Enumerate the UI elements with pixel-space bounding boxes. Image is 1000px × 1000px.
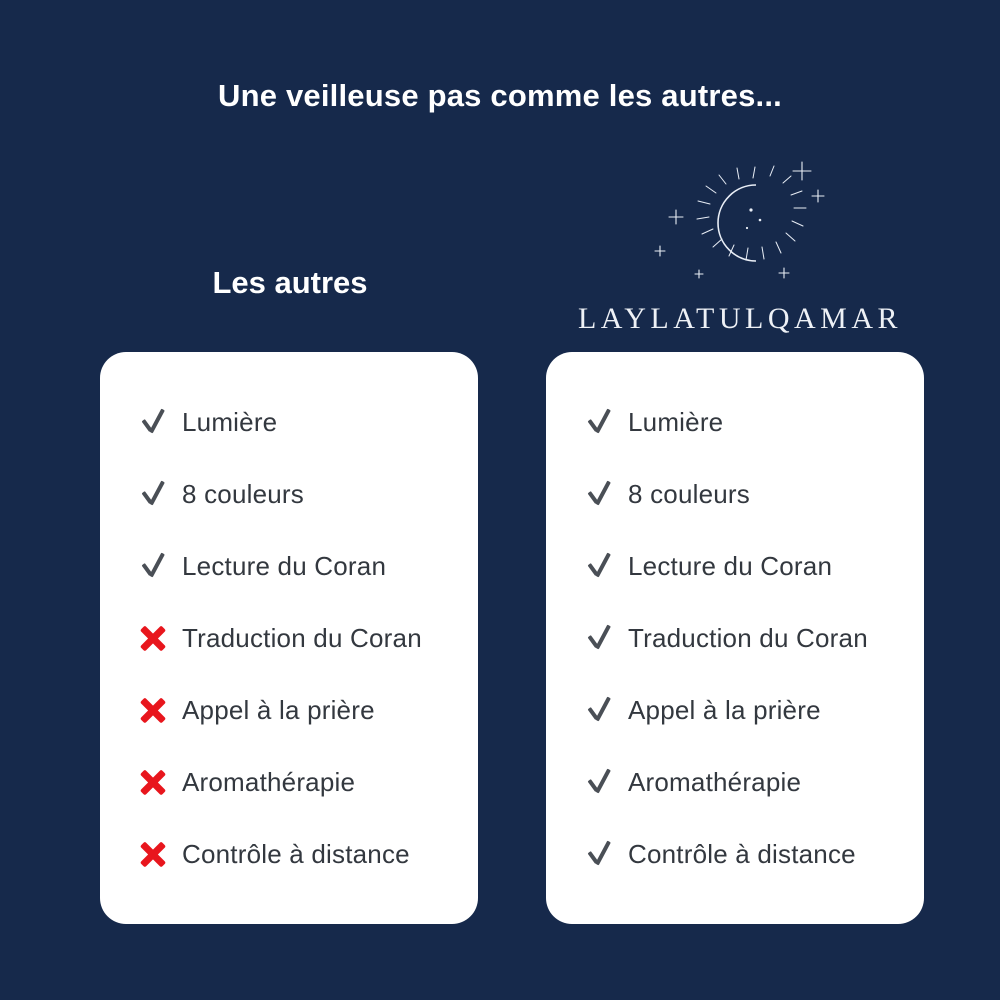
check-icon: [586, 770, 628, 794]
feature-label: Contrôle à distance: [182, 838, 410, 869]
page-title: Une veilleuse pas comme les autres...: [218, 78, 782, 113]
feature-label: Aromathérapie: [182, 766, 356, 797]
list-item: [140, 674, 478, 746]
feature-label: Traduction du Coran: [182, 622, 422, 653]
list-item: [586, 386, 924, 458]
feature-label: Lecture du Coran: [182, 550, 387, 581]
list-item: [586, 674, 924, 746]
check-icon: [140, 482, 182, 506]
cross-icon: [140, 769, 182, 795]
feature-label: Appel à la prière: [628, 694, 821, 725]
list-item: [140, 530, 478, 602]
check-icon: [586, 554, 628, 578]
list-item: [140, 602, 478, 674]
check-icon: [586, 698, 628, 722]
brand-name: LAYLATULQAMAR: [577, 302, 903, 335]
list-item: [586, 530, 924, 602]
column-title-others: Les autres: [212, 265, 368, 300]
feature-label: Lumière: [628, 406, 724, 437]
cross-icon: [140, 625, 182, 651]
cross-icon: [140, 841, 182, 867]
check-icon: [586, 842, 628, 866]
check-icon: [586, 482, 628, 506]
list-item: [586, 602, 924, 674]
feature-label: Lecture du Coran: [628, 550, 833, 581]
check-icon: [140, 554, 182, 578]
features-card-others: [100, 352, 478, 924]
feature-label: Lumière: [182, 406, 278, 437]
feature-label: Contrôle à distance: [628, 838, 856, 869]
features-card-laylatulqamar: [546, 352, 924, 924]
feature-label: 8 couleurs: [628, 478, 750, 509]
feature-label: 8 couleurs: [182, 478, 304, 509]
list-item: [586, 818, 924, 890]
crescent-moon-stars-icon: [652, 150, 828, 300]
check-icon: [586, 626, 628, 650]
feature-label: Aromathérapie: [628, 766, 802, 797]
list-item: [586, 746, 924, 818]
list-item: [140, 386, 478, 458]
list-item: [140, 458, 478, 530]
cross-icon: [140, 697, 182, 723]
check-icon: [140, 410, 182, 434]
feature-label: Traduction du Coran: [628, 622, 868, 653]
list-item: [140, 746, 478, 818]
list-item: [586, 458, 924, 530]
brand-logo: [560, 150, 920, 355]
check-icon: [586, 410, 628, 434]
list-item: [140, 818, 478, 890]
feature-label: Appel à la prière: [182, 694, 375, 725]
